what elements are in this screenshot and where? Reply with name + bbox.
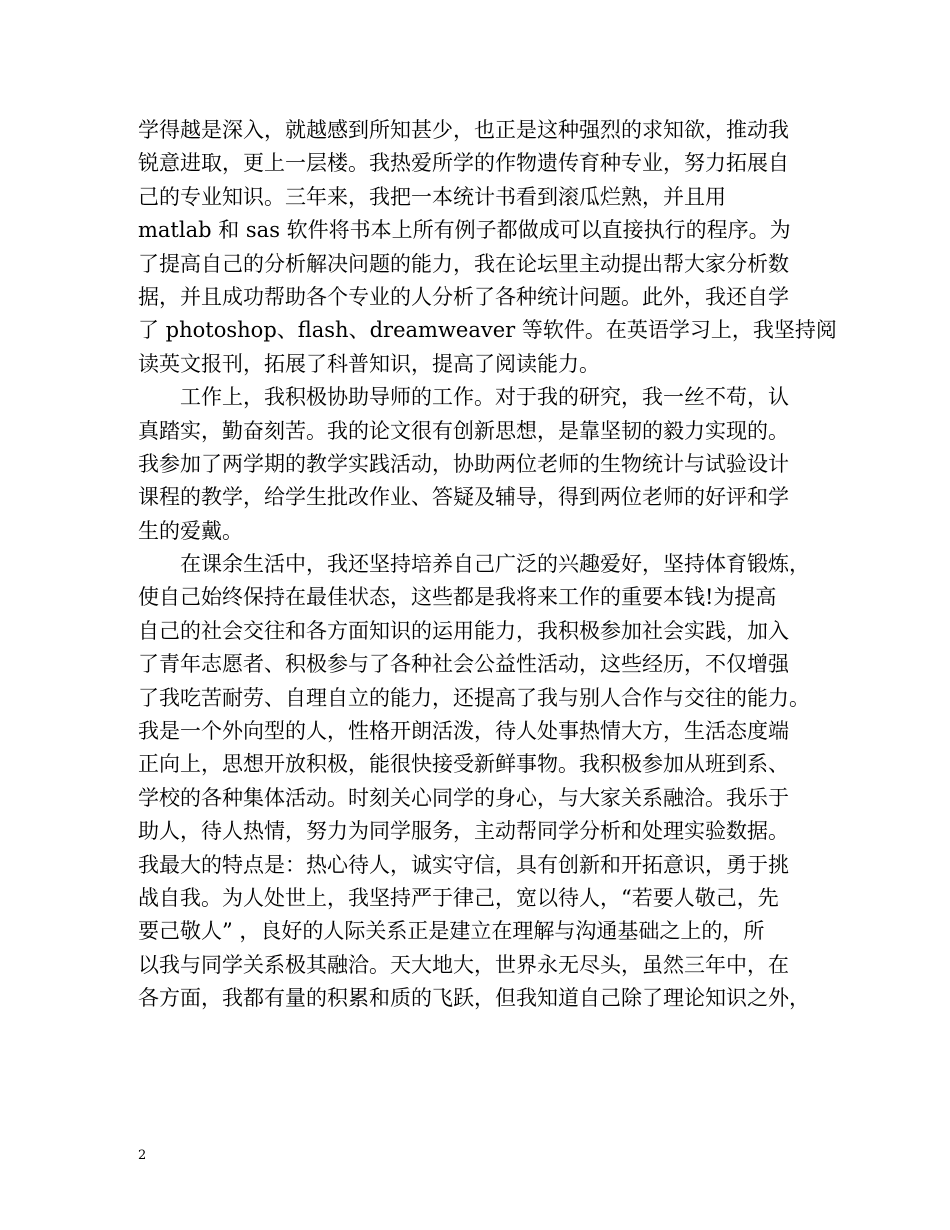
text-line: 要己敬人” ，良好的人际关系正是建立在理解与沟通基础之上的，所	[138, 919, 765, 944]
text-line: 战自我。为人处世上，我坚持严于律己，宽以待人，“若要人敬己，先	[138, 885, 779, 910]
text-line: 据，并且成功帮助各个专业的人分析了各种统计问题。此外，我还自学	[138, 284, 789, 309]
paragraph-start-line: 工作上，我积极协助导师的工作。对于我的研究，我一丝不苟，认	[180, 385, 789, 410]
text-line: 自己的社会交往和各方面知识的运用能力，我积极参加社会实践，加入	[138, 618, 789, 643]
text-line: 了 photoshop、flash、dreamweaver 等软件。在英语学习上，我坚持阅	[138, 318, 837, 343]
text-line: matlab 和 sas 软件将书本上所有例子都做成可以直接执行的程序。为	[138, 218, 791, 243]
text-line: 生的爱戴。	[138, 518, 243, 543]
text-line: 真踏实，勤奋刻苦。我的论文很有创新思想，是靠坚韧的毅力实现的。	[138, 418, 789, 443]
text-line: 了提高自己的分析解决问题的能力，我在论坛里主动提出帮大家分析数	[138, 251, 789, 276]
text-line: 我最大的特点是：热心待人，诚实守信，具有创新和开拓意识，勇于挑	[138, 852, 789, 877]
text-line: 己的专业知识。三年来，我把一本统计书看到滚瓜烂熟，并且用	[138, 184, 726, 209]
paragraph-start-line: 在课余生活中，我还坚持培养自己广泛的兴趣爱好，坚持体育锻炼，	[180, 552, 810, 577]
text-line: 使自己始终保持在最佳状态，这些都是我将来工作的重要本钱!为提高	[138, 585, 777, 610]
text-line: 锐意进取，更上一层楼。我热爱所学的作物遗传育种专业，努力拓展自	[138, 151, 789, 176]
text-line: 了青年志愿者、积极参与了各种社会公益性活动，这些经历，不仅增强	[138, 652, 789, 677]
text-line: 正向上，思想开放积极，能很快接受新鲜事物。我积极参加从班到系、	[138, 752, 789, 777]
text-line: 了我吃苦耐劳、自理自立的能力，还提高了我与别人合作与交往的能力。	[138, 685, 810, 710]
text-line: 课程的教学，给学生批改作业、答疑及辅导，得到两位老师的好评和学	[138, 485, 789, 510]
text-line: 学得越是深入，就越感到所知甚少，也正是这种强烈的求知欲，推动我	[138, 118, 789, 142]
text-line: 我是一个外向型的人，性格开朗活泼，待人处事热情大方，生活态度端	[138, 719, 789, 744]
text-line: 各方面，我都有量的积累和质的飞跃，但我知道自己除了理论知识之外，	[138, 986, 810, 1011]
text-line: 学校的各种集体活动。时刻关心同学的身心，与大家关系融洽。我乐于	[138, 785, 789, 810]
text-line: 助人，待人热情，努力为同学服务，主动帮同学分析和处理实验数据。	[138, 819, 789, 844]
body-text	[138, 114, 837, 1016]
text-line: 我参加了两学期的教学实践活动，协助两位老师的生物统计与试验设计	[138, 451, 789, 476]
text-line: 以我与同学关系极其融洽。天大地大，世界永无尽头，虽然三年中，在	[138, 952, 789, 977]
page-number: 2	[138, 1148, 147, 1163]
text-line: 读英文报刊，拓展了科普知识，提高了阅读能力。	[138, 351, 600, 376]
